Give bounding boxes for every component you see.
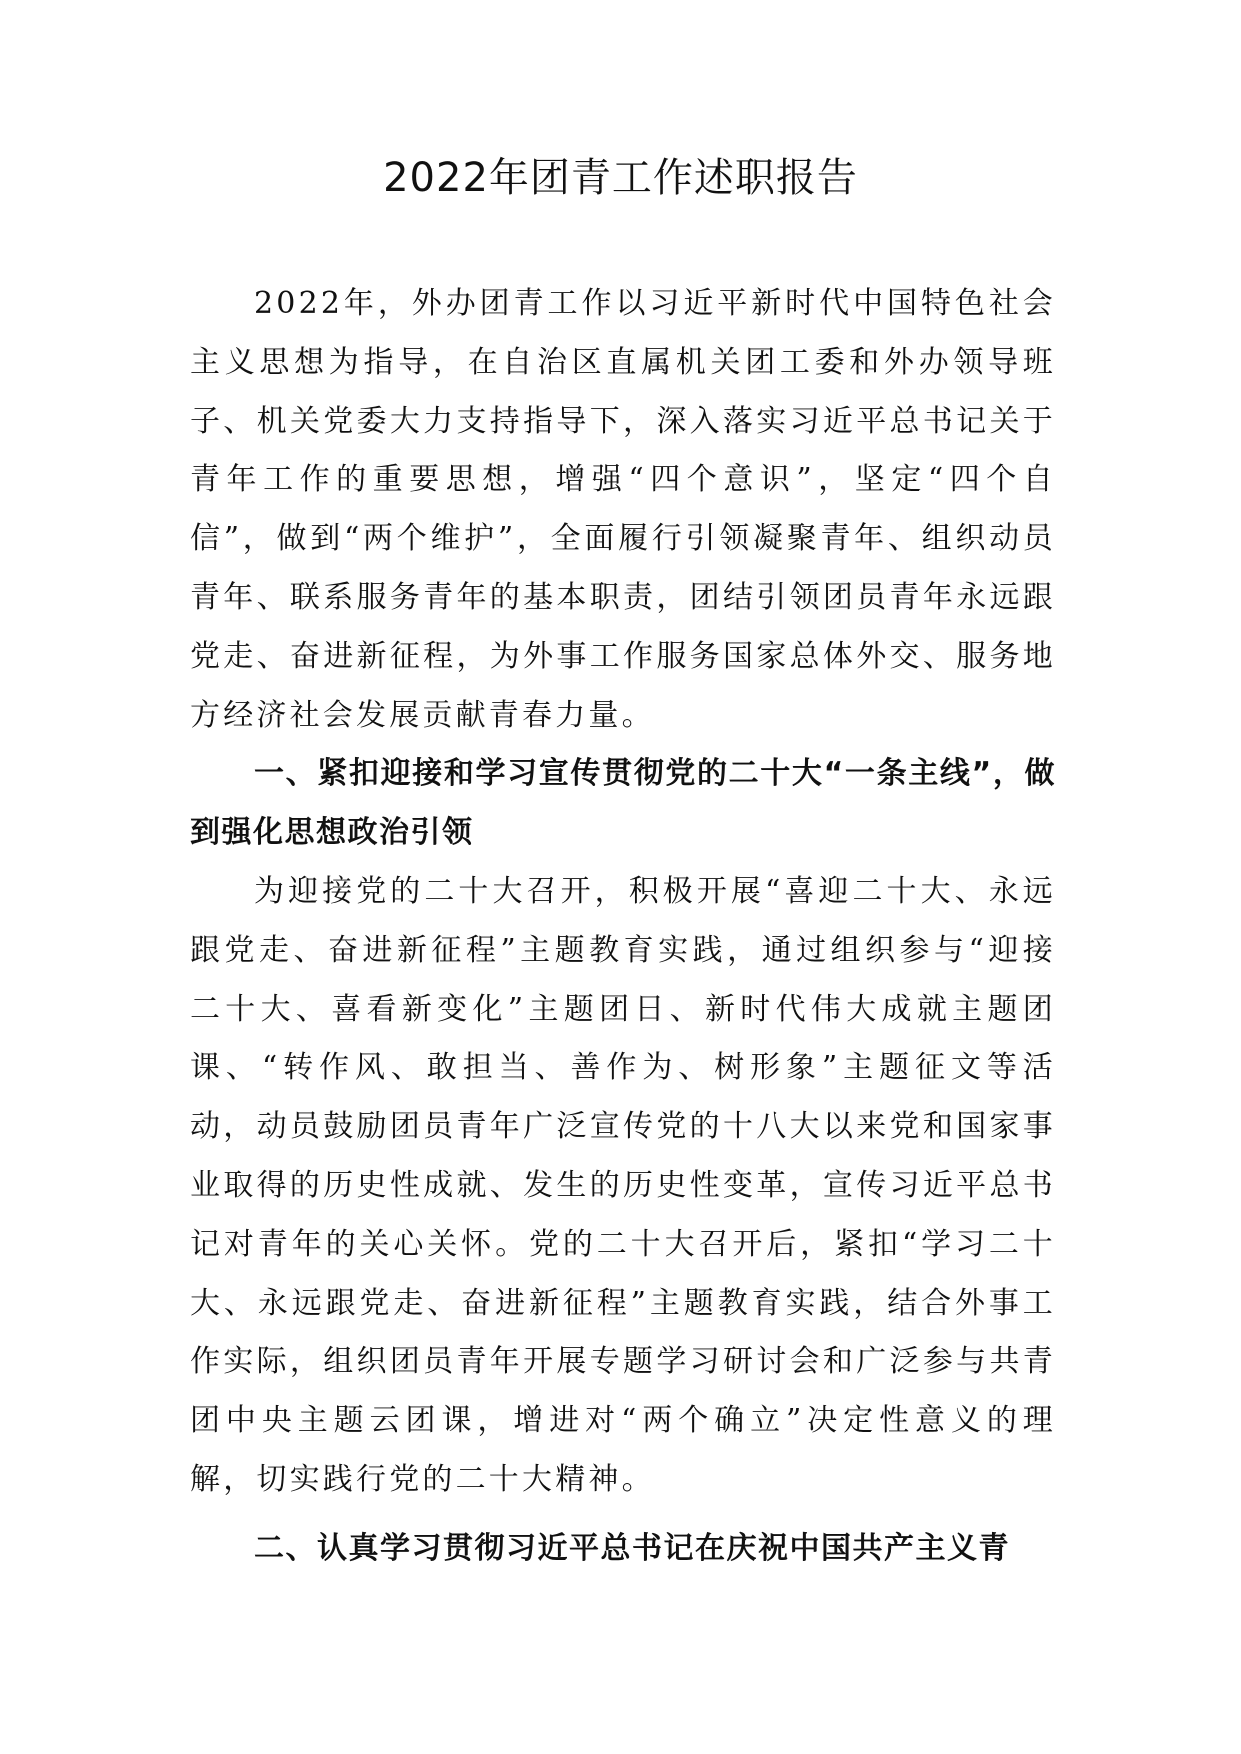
section-heading-2: 二、认真学习贯彻习近平总书记在庆祝中国共产主义青 (254, 1530, 1010, 1566)
intro-paragraph: 2022年，外办团青工作以习近平新时代中国特色社会主义思想为指导，在自治区直属机关团工委和外办领导班子、机关党委大力支持指导下，深入落实习近平总书记关于青年工作的重要思想，增强“四个意识”，坚定“四个自信”，做到“两个维护”，全面履行引领凝聚青年、组织动员青年、联系服务青年的基本职责，团结引领团员青年永远跟党走、奋进新征程，为外事工作服务国家总体外交、服务地方经济社会发展贡献青春力量。 (190, 286, 1056, 733)
document-title: 2022年团青工作述职报告 (383, 155, 858, 201)
document-body (190, 275, 1056, 1579)
section-heading-1: 一、紧扣迎接和学习宣传贯彻党的二十大“一条主线”，做到强化思想政治引领 (190, 756, 1056, 851)
section-1-paragraph: 为迎接党的二十大召开，积极开展“喜迎二十大、永远跟党走、奋进新征程”主题教育实践，通过组织参与“迎接二十大、喜看新变化”主题团日、新时代伟大成就主题团课、“转作风、敢担当、善作为、树形象”主题征文等活动，动员鼓励团员青年广泛宣传党的十八大以来党和国家事业取得的历史性成就、发生的历史性变革，宣传习近平总书记对青年的关心关怀。党的二十大召开后，紧扣“学习二十大、永远跟党走、奋进新征程”主题教育实践，结合外事工作实际，组织团员青年开展专题学习研讨会和广泛参与共青团中央主题云团课，增进对“两个确立”决定性意义的理解，切实践行党的二十大精神。 (190, 873, 1056, 1497)
